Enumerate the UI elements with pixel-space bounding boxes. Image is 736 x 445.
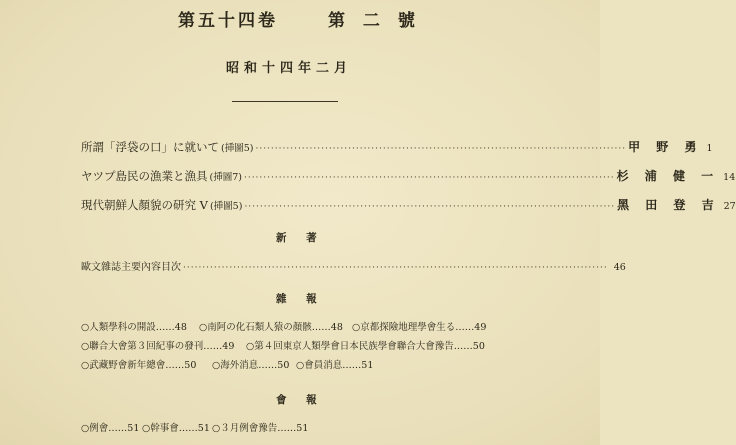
toc-entry-page: 14 — [723, 172, 736, 183]
publication-date: 昭和十四年二月 — [226, 61, 353, 76]
toc-entry — [81, 196, 736, 212]
toc-entry — [81, 167, 736, 183]
misc-news-item: ○海外消息……50 — [212, 360, 290, 371]
society-report-item: ○３月例會豫告……51 — [212, 423, 309, 434]
leader-dots: ································································································ — [244, 202, 616, 212]
header-rule — [232, 101, 338, 102]
misc-news-item: ○第４回東京人類學會日本民族學會聯合大會豫告……50 — [246, 341, 485, 352]
misc-news-item: ○聯合大會第３回紀事の發刊……49 — [81, 341, 235, 352]
misc-news-item: ○會員消息……51 — [296, 360, 374, 371]
misc-news-item: ○京都探險地理學會生る……49 — [352, 322, 487, 333]
society-report-item: ○例會……51 — [81, 423, 140, 434]
new-books-entry-title: 歐文雜誌主要內容目次 — [81, 262, 181, 273]
misc-news-item: ○人類學科の開設……48 — [81, 322, 187, 333]
toc-entry-author: 黑 田 登 吉 — [617, 198, 720, 212]
leader-dots: ·············································································································· — [183, 263, 608, 273]
new-books-entry-page: 46 — [613, 262, 626, 273]
toc-entry-author: 杉 浦 健 一 — [616, 169, 720, 183]
toc-entry-page: 1 — [706, 143, 713, 154]
toc-entry-note: (挿圖5) — [221, 143, 254, 154]
society-report-item: ○幹事會……51 — [142, 423, 210, 434]
misc-news-item: ○南阿の化石類人猿の顏骸……48 — [199, 322, 343, 333]
new-books-entry — [81, 258, 626, 274]
new-books-heading: 新 著 — [276, 232, 325, 244]
toc-entry-page: 27 — [723, 201, 736, 212]
toc-entry-title: 現代朝鮮人顏貌の研究 V — [81, 198, 208, 212]
leader-dots: ································································································ — [243, 173, 615, 183]
leader-dots: ································································································ — [255, 144, 627, 154]
misc-news-item: ○武藏野會新年總會……50 — [81, 360, 197, 371]
misc-news-heading: 雜 報 — [276, 293, 325, 305]
toc-entry — [81, 138, 713, 154]
issue-number: 第 二 號 — [328, 11, 421, 31]
toc-entry-note: (挿圖7) — [209, 172, 242, 183]
volume-number: 第五十四卷 — [178, 11, 278, 31]
toc-entry-author: 甲 野 勇 — [628, 140, 703, 154]
toc-entry-note: (挿圖5) — [209, 201, 243, 212]
society-report-heading: 會 報 — [276, 394, 325, 406]
toc-entry-title: 所謂「浮袋の口」に就いて — [81, 140, 219, 154]
toc-entry-title: ヤツプ島民の漁業と漁具 — [81, 169, 208, 183]
